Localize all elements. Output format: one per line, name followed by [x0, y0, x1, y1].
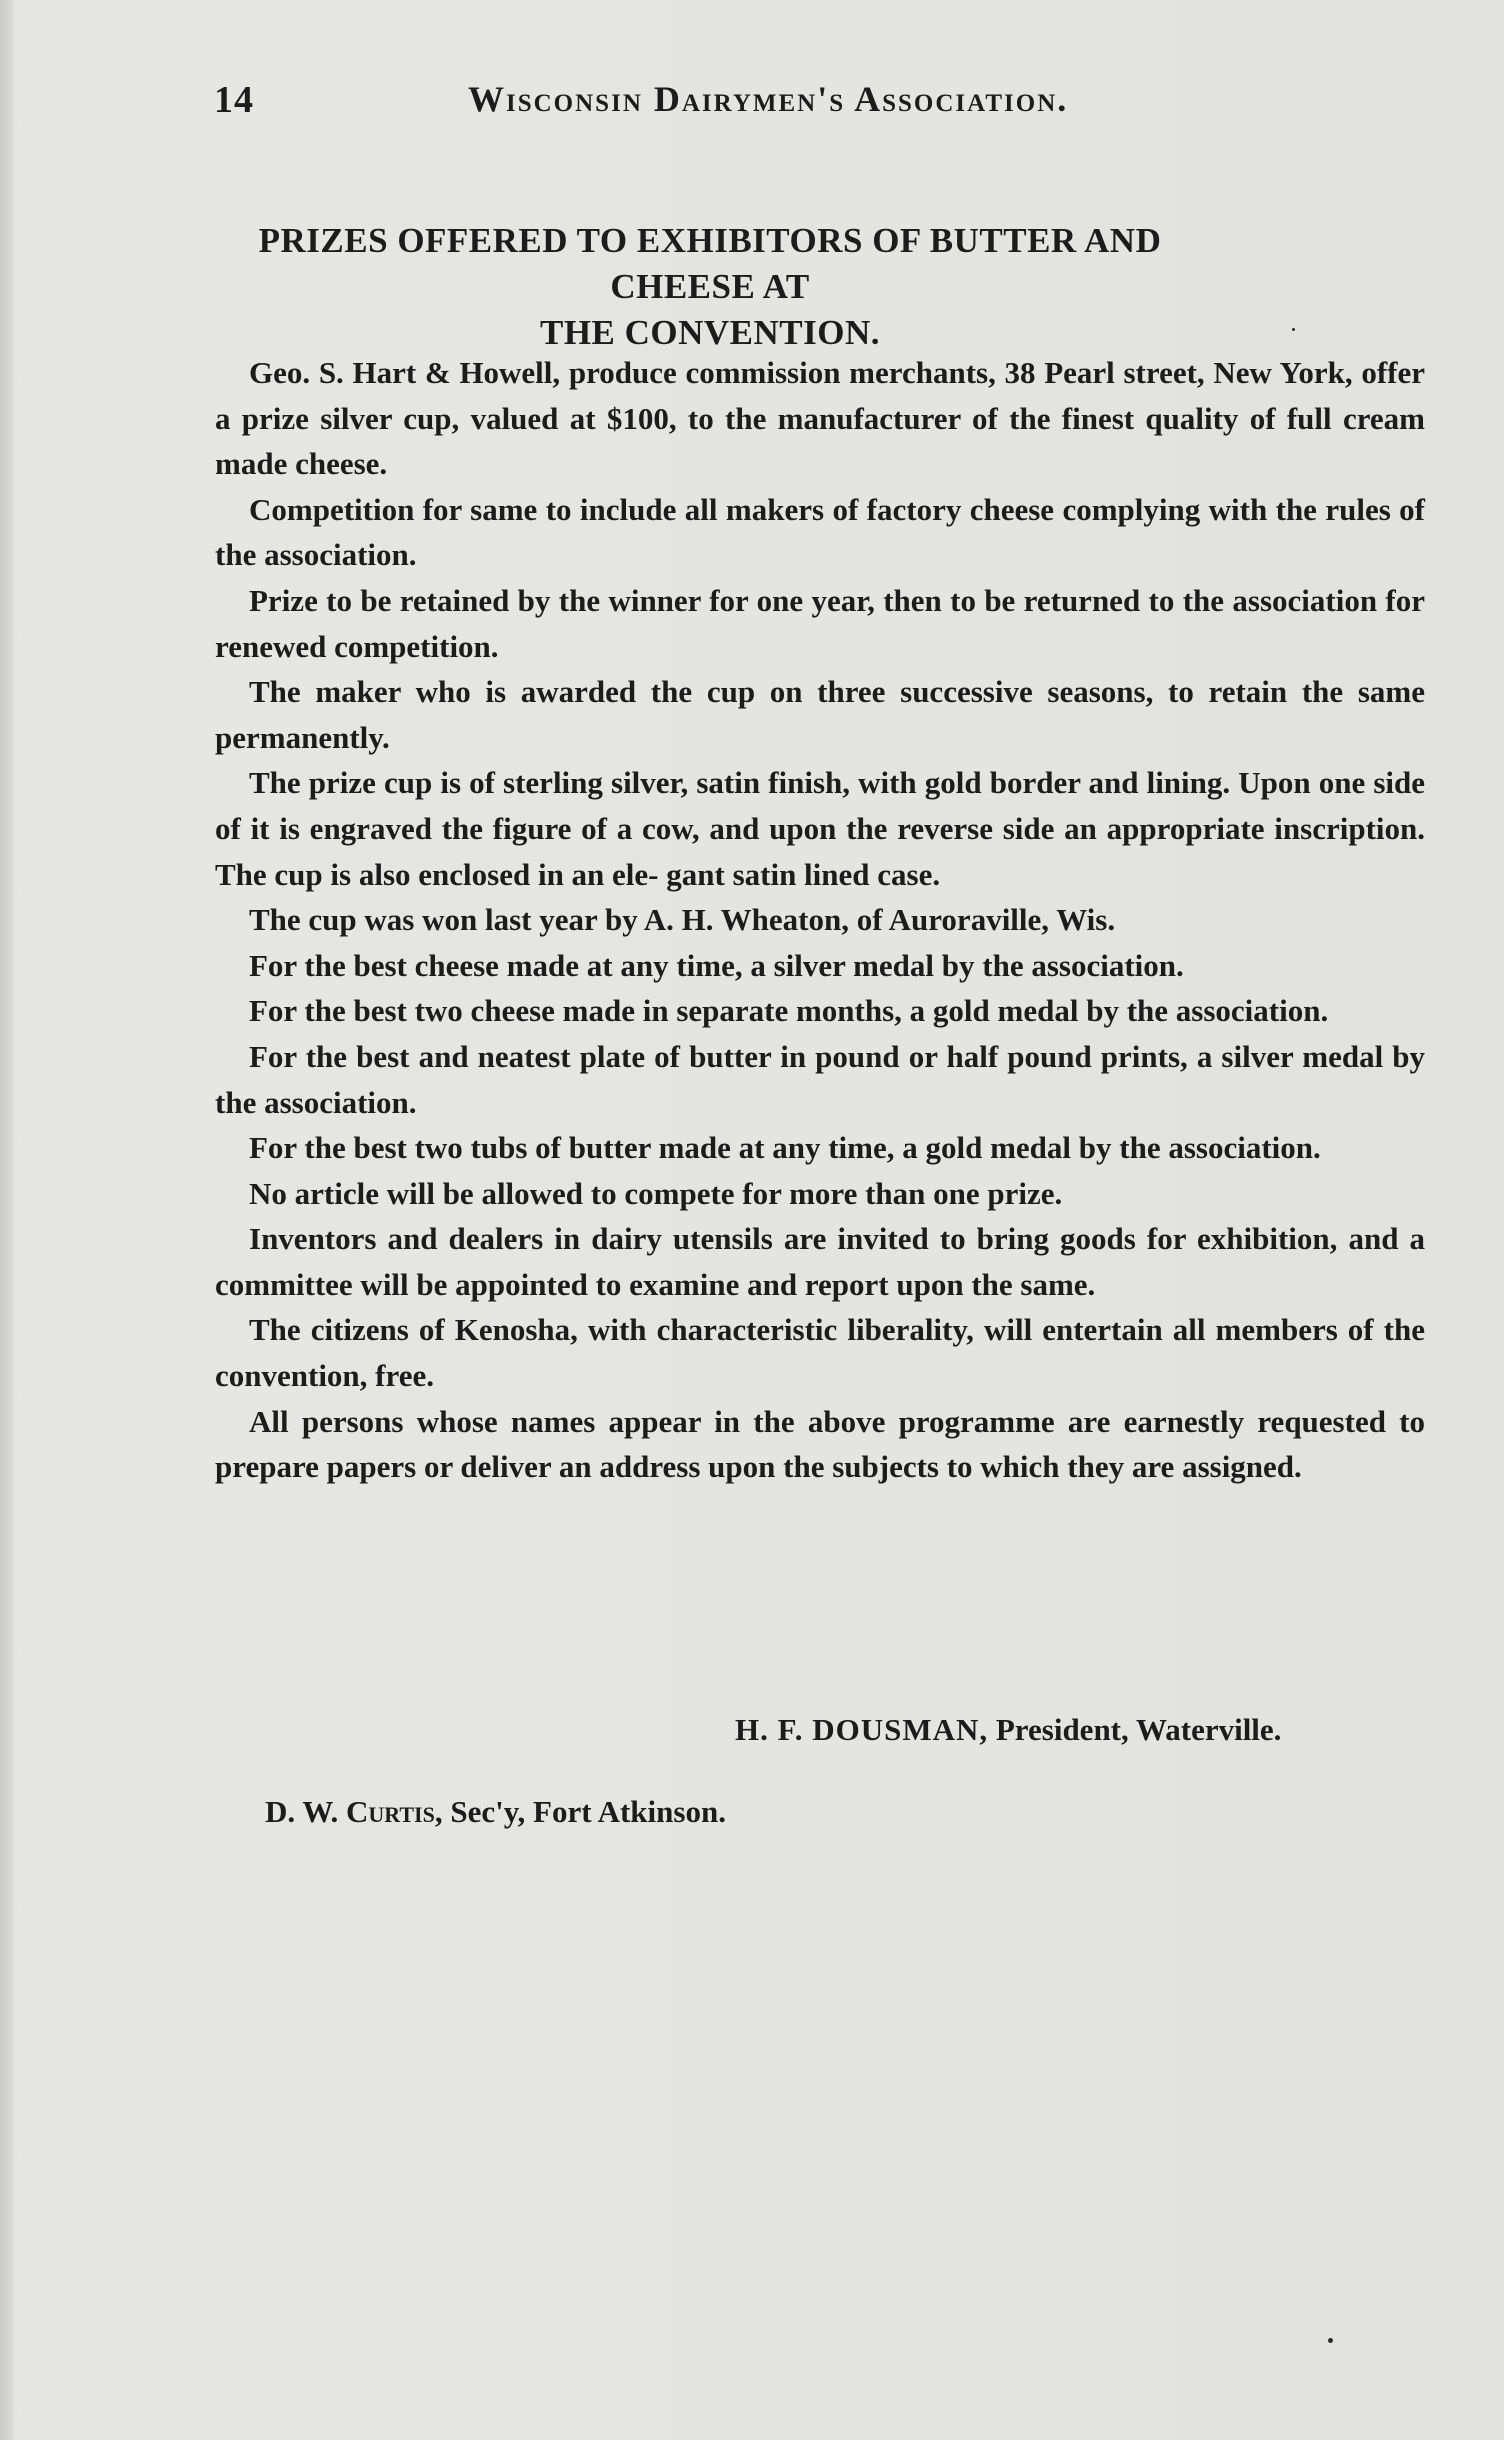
section-title [205, 218, 1215, 356]
print-speck [1328, 2338, 1333, 2343]
paragraph-butter-plate: For the best and neatest plate of butter in pound or half pound prints, a silver medal by the association. [215, 1038, 1425, 1120]
paragraph-best-cheese: For the best cheese made at any time, a silver medal by the association. [249, 947, 1184, 983]
body-text [215, 350, 1425, 1490]
paragraph-inventors: Inventors and dealers in dairy utensils are invited to bring goods for exhibition, and a committee will be appointed to examine and report upon the same. [215, 1221, 1425, 1302]
paragraph-papers-request: All persons whose names appear in the above programme are earnestly requested to prepare papers or deliver an address upon the subjects to which they are assigned. [215, 1403, 1425, 1485]
page-number: 14 [214, 79, 254, 121]
print-speck [1292, 328, 1295, 331]
paragraph-one-prize-rule: No article will be allowed to compete for more than one prize. [249, 1175, 1063, 1211]
running-head: Wisconsin Dairymen's Association. [468, 79, 1069, 119]
paragraph-cup-description: The prize cup is of sterling silver, satin finish, with gold border and lining. Upon one side of it is engraved the figure of a cow, and upon the reverse side an appropriate inscription. The cup is also enclosed in an ele- gant satin lined case. [215, 765, 1425, 892]
secretary-role: Sec'y, Fort Atkinson. [450, 1794, 726, 1829]
secretary-signature [265, 1794, 1065, 1830]
paragraph-retention: Prize to be retained by the winner for one year, then to be returned to the association for renewed competition. [215, 582, 1425, 664]
paragraph-kenosha: The citizens of Kenosha, with characteristic liberality, will entertain all members of the convention, free. [215, 1312, 1425, 1394]
paragraph-butter-tubs: For the best two tubs of butter made at any time, a gold medal by the association. [249, 1130, 1321, 1166]
president-signature [735, 1712, 1395, 1748]
secretary-initials: D. W. [265, 1794, 339, 1829]
page-edge-shadow [0, 0, 14, 2440]
president-name: H. F. DOUSMAN, [735, 1712, 989, 1747]
section-title-line-2: THE CONVENTION. [539, 313, 881, 352]
paragraph-permanent-award: The maker who is awarded the cup on three successive seasons, to retain the same permanently. [215, 674, 1425, 755]
secretary-surname: Curtis, [345, 1794, 443, 1829]
page-header [214, 70, 1214, 130]
president-role: President, Waterville. [995, 1712, 1282, 1747]
paragraph-competition-rules: Competition for same to include all makers of factory cheese complying with the rules of the association. [215, 491, 1425, 573]
paragraph-prize-cup-offer: Geo. S. Hart & Howell, produce commission merchants, 38 Pearl street, New York, offer a prize silver cup, valued at $100, to the manufacturer of the finest quality of full cream made cheese. [215, 355, 1425, 482]
paragraph-two-cheese: For the best two cheese made in separate months, a gold medal by the association. [249, 993, 1329, 1029]
paragraph-last-winner: The cup was won last year by A. H. Wheaton, of Auroraville, Wis. [249, 902, 1116, 938]
section-title-line-1: PRIZES OFFERED TO EXHIBITORS OF BUTTER AND CHEESE AT [258, 221, 1162, 306]
